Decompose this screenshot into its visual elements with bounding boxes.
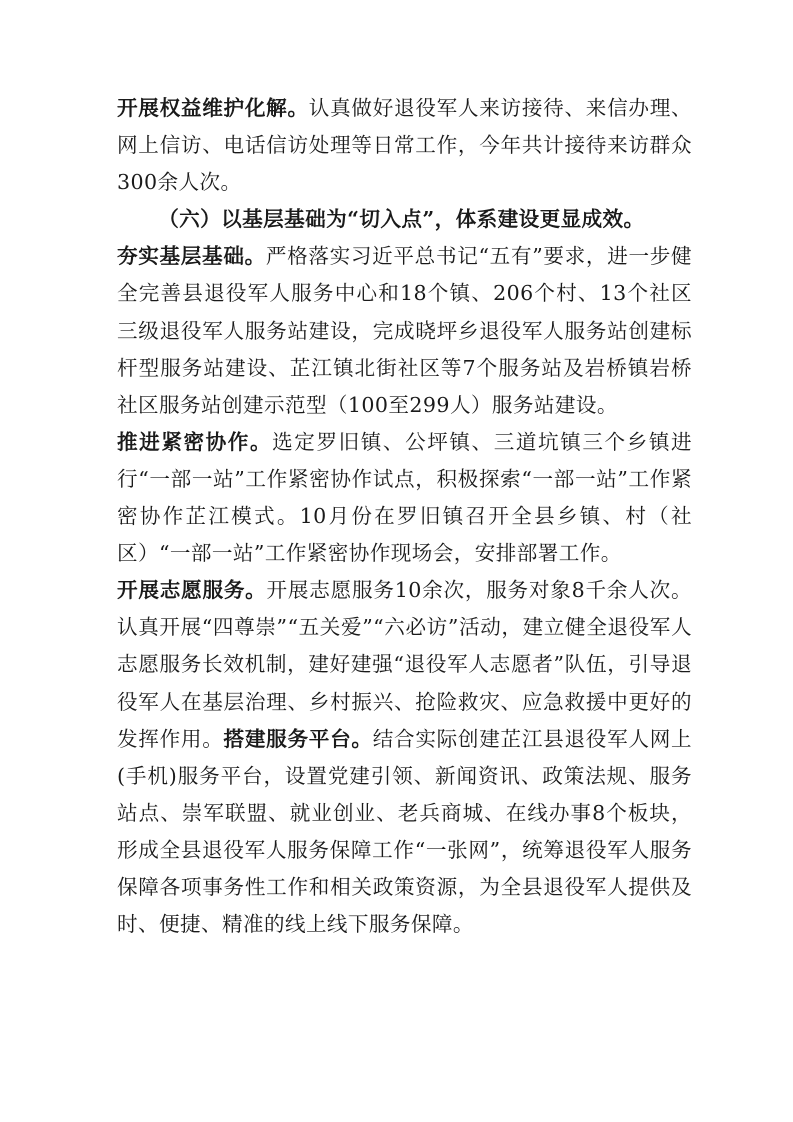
paragraph-rights-protection xyxy=(117,90,692,201)
paragraph-grassroots xyxy=(117,238,692,943)
paragraph-lead: 搭建服务平台。 xyxy=(223,726,373,751)
paragraph-text: 认真做好退役军人来访接待、来信办理、网上信访、电话信访处理等日常工作，今年共计接待来访群众300余人次。 xyxy=(117,96,692,195)
document-page xyxy=(117,90,692,943)
paragraph-lead: 推进紧密协作。 xyxy=(117,429,273,454)
paragraph-text: 选定罗旧镇、公坪镇、三道坑镇三个乡镇进行“一部一站”工作紧密协作试点，积极探索“一部一站”工作紧密协作芷江模式。10月份在罗旧镇召开全县乡镇、村（社区）“一部一站”工作紧密协作现场会，安排部署工作。 xyxy=(117,429,692,566)
paragraph-text: 严格落实习近平总书记“五有”要求，进一步健全完善县退役军人服务中心和18个镇、206个村、13个社区三级退役军人服务站建设，完成晓坪乡退役军人服务站创建标杆型服务站建设、芷江镇北街社区等7个服务站及岩桥镇岩桥社区服务站创建示范型（100至299人）服务站建设。 xyxy=(117,244,692,417)
paragraph-lead: 夯实基层基础。 xyxy=(117,244,266,269)
paragraph-text: 开展志愿服务10余次，服务对象8千余人次。认真开展“四尊崇”“五关爱”“六必访”活动，建立健全退役军人志愿服务长效机制，建好建强“退役军人志愿者”队伍，引导退役军人在基层治理、乡村振兴、抢险救灾、应急救援中更好的发挥作用。 xyxy=(117,578,692,751)
paragraph-lead: 开展权益维护化解。 xyxy=(117,96,309,120)
section-heading: （六）以基层基础为“切入点”，体系建设更显成效。 xyxy=(158,207,645,232)
paragraph-text: 结合实际创建芷江县退役军人网上(手机)服务平台，设置党建引领、新闻资讯、政策法规、服务站点、崇军联盟、就业创业、老兵商城、在线办事8个板块，形成全县退役军人服务保障工作“一张网”，统筹退役军人服务保障各项事务性工作和相关政策资源，为全县退役军人提供及时、便捷、精准的线上线下服务保障。 xyxy=(117,726,692,937)
paragraph-lead: 开展志愿服务。 xyxy=(117,578,267,603)
